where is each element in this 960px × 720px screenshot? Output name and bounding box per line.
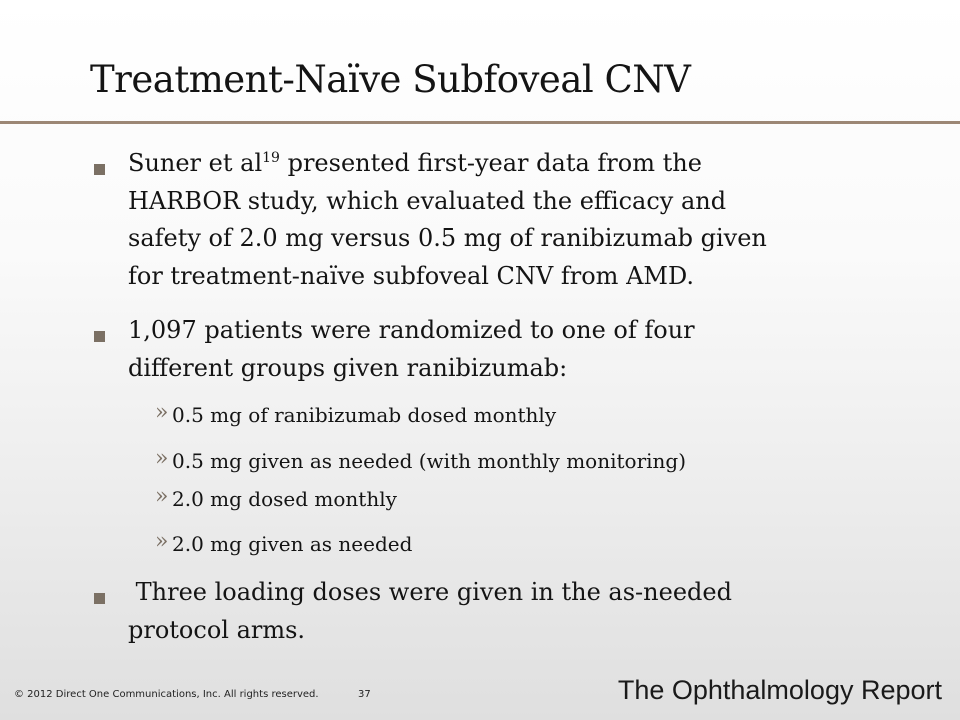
bullet-text <box>128 312 908 387</box>
bullet-line: Three loading doses were given in the as-needed <box>128 578 732 606</box>
line-text: Suner et al <box>128 149 263 177</box>
bullet-text <box>128 574 908 649</box>
page-number: 37 <box>358 689 371 700</box>
title-divider <box>0 121 960 124</box>
sub-bullet-text: 2.0 mg dosed monthly <box>172 487 397 511</box>
slide-title: Treatment-Naïve Subfoveal CNV <box>90 58 691 101</box>
square-bullet-icon <box>94 593 105 604</box>
chevron-right-icon: » <box>155 529 169 554</box>
bullet-line: safety of 2.0 mg versus 0.5 mg of ranibizumab given <box>128 224 767 252</box>
bullet-line: protocol arms. <box>128 615 306 644</box>
square-bullet-icon <box>94 331 105 342</box>
chevron-right-icon: » <box>155 400 169 425</box>
sub-bullet-text: 2.0 mg given as needed <box>172 532 413 556</box>
brand-logo-text: The Ophthalmology Report <box>617 675 942 705</box>
sub-bullet-text: 0.5 mg of ranibizumab dosed monthly <box>172 403 557 427</box>
line-text: presented first-year data from the <box>279 149 702 177</box>
bullet-text <box>128 145 908 295</box>
sub-bullet-text: 0.5 mg given as needed (with monthly monitoring) <box>172 449 687 473</box>
bullet-line <box>128 145 908 183</box>
bullet-line: different groups given ranibizumab: <box>128 353 568 382</box>
citation-superscript: 19 <box>262 150 280 166</box>
chevron-right-icon: » <box>155 446 169 471</box>
bullet-line: for treatment-naïve subfoveal CNV from AMD. <box>128 261 694 290</box>
square-bullet-icon <box>94 164 105 175</box>
bullet-line: HARBOR study, which evaluated the efficacy and <box>128 186 727 215</box>
footer-copyright: © 2012 Direct One Communications, Inc. All rights reserved. <box>14 689 319 700</box>
bullet-line: 1,097 patients were randomized to one of four <box>128 316 695 344</box>
chevron-right-icon: » <box>155 484 169 509</box>
